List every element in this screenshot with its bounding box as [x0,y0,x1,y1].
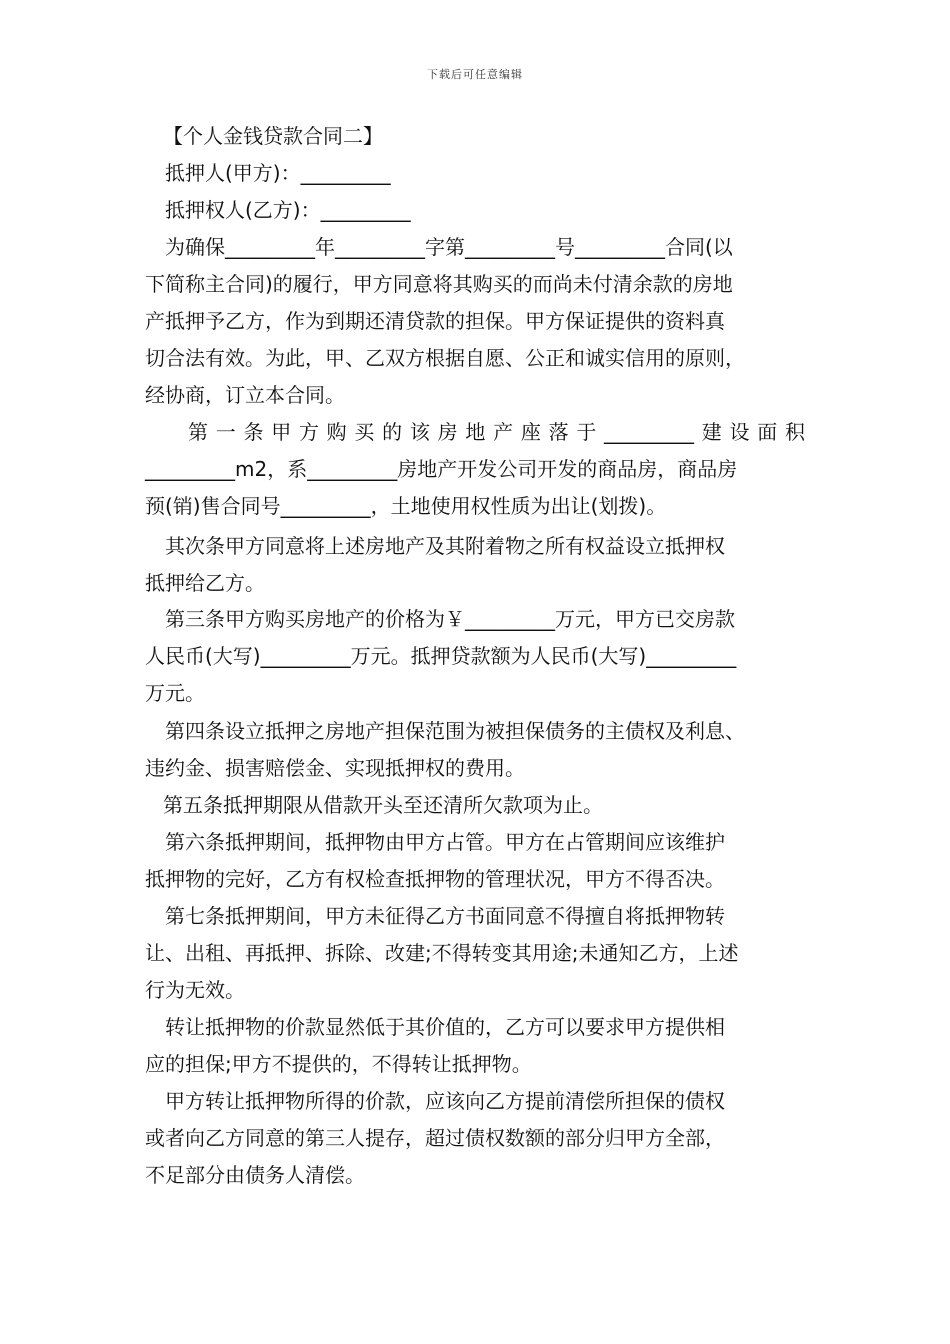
transfer-price-line: 转让抵押物的价款显然低于其价值的，乙方可以要求甲方提供相 [165,1015,725,1039]
article-2-line: 其次条甲方同意将上述房地产及其附着物之所有权益设立抵押权 [165,534,725,558]
transfer-price-line: 应的担保;甲方不提供的，不得转让抵押物。 [145,1052,532,1076]
article-1-line: 预(销)售合同号_________，土地使用权性质为出让(划拨)。 [145,494,667,518]
paragraph-line: 下简称主合同)的履行，甲方同意将其购买的而尚未付清余款的房地 [145,272,733,296]
header-note: 下载后可任意编辑 [427,68,523,81]
transfer-proceeds-line: 或者向乙方同意的第三人提存，超过债权数额的部分归甲方全部， [145,1126,725,1150]
article-3-line: 万元。 [145,681,205,705]
transfer-proceeds-line: 不足部分由债务人清偿。 [145,1163,365,1187]
article-1-line: _________m2，系_________房地产开发公司开发的商品房，商品房 [145,457,738,481]
article-1-line: 第一条甲方购买的该房地产座落于_________建设面积 [188,420,805,444]
paragraph-line: 经协商，订立本合同。 [145,383,345,407]
paragraph-line: 为确保_________年_________字第_________号_________合同(以 [165,235,733,259]
article-7-line: 第七条抵押期间，甲方未征得乙方书面同意不得擅自将抵押物转 [165,904,725,928]
article-6-line: 第六条抵押期间，抵押物由甲方占管。甲方在占管期间应该维护 [165,830,725,854]
article-3-line: 人民币(大写)_________万元。抵押贷款额为人民币(大写)_________ [145,644,737,668]
paragraph-line: 切合法有效。为此，甲、乙双方根据自愿、公正和诚实信用的原则， [145,346,745,370]
article-7-line: 让、出租、再抵押、拆除、改建;不得转变其用途;未通知乙方，上述 [145,941,739,965]
article-6-line: 抵押物的完好，乙方有权检查抵押物的管理状况，甲方不得否决。 [145,867,725,891]
transfer-proceeds-line: 甲方转让抵押物所得的价款，应该向乙方提前清偿所担保的债权 [165,1089,725,1113]
mortgagor-line: 抵押人(甲方)：_________ [165,161,391,185]
paragraph-line: 产抵押予乙方，作为到期还清贷款的担保。甲方保证提供的资料真 [145,309,725,333]
mortgagee-line: 抵押权人(乙方)：_________ [165,198,411,222]
article-7-line: 行为无效。 [145,978,245,1002]
article-4-line: 第四条设立抵押之房地产担保范围为被担保债务的主债权及利息、 [165,719,745,743]
article-3-line: 第三条甲方购买房地产的价格为￥_________万元，甲方已交房款 [165,607,735,631]
article-4-line: 违约金、损害赔偿金、实现抵押权的费用。 [145,756,525,780]
article-2-line: 抵押给乙方。 [145,571,265,595]
document-title: 【个人金钱贷款合同二】 [163,124,383,148]
article-5-line: 第五条抵押期限从借款开头至还清所欠款项为止。 [163,793,603,817]
